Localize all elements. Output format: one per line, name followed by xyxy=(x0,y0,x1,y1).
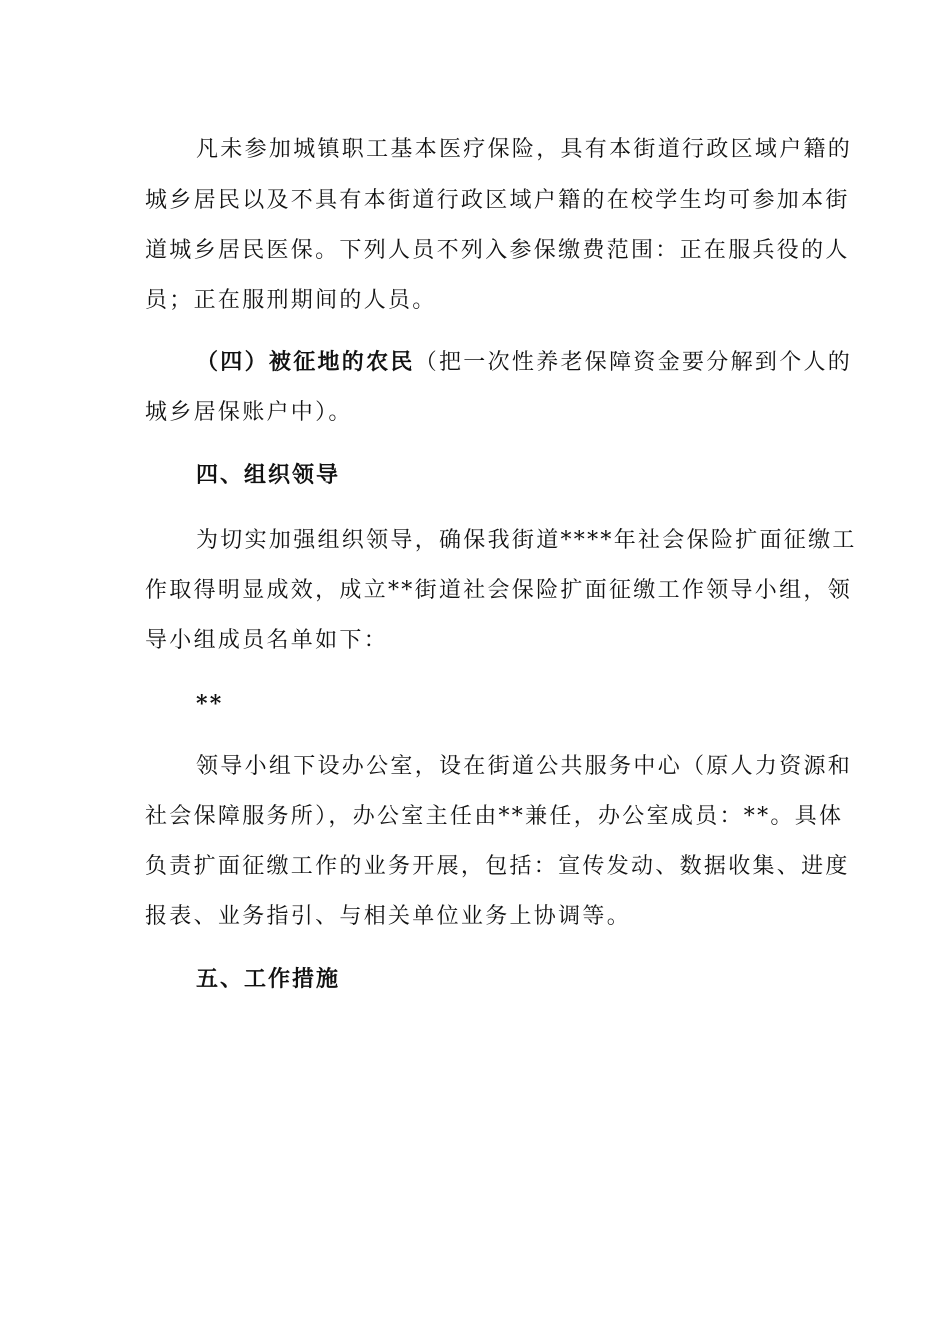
office-paragraph-line-3: 负责扩面征缴工作的业务开展，包括：宣传发动、数据收集、进度 xyxy=(145,854,850,879)
member-list-placeholder: ** xyxy=(196,691,224,717)
section4-paragraph-line-1: 为切实加强组织领导，确保我街道****年社会保险扩面征缴工 xyxy=(196,528,857,553)
section5-heading: 五、工作措施 xyxy=(196,966,341,992)
paragraph2-bold-lead: （四）被征地的农民 xyxy=(196,349,415,375)
office-paragraph-line-4: 报表、业务指引、与相关单位业务上协调等。 xyxy=(145,904,632,929)
paragraph1-line-3: 道城乡居民医保。下列人员不列入参保缴费范围：正在服兵役的人 xyxy=(145,238,850,263)
section4-paragraph-line-3: 导小组成员名单如下： xyxy=(145,628,389,653)
paragraph2-line-2: 城乡居保账户中）。 xyxy=(145,400,353,425)
section4-paragraph-line-2: 作取得明显成效，成立**街道社会保险扩面征缴工作领导小组，领 xyxy=(145,578,853,603)
paragraph1-line-4: 员；正在服刑期间的人员。 xyxy=(145,288,437,313)
paragraph2-line-1-rest: （把一次性养老保障资金要分解到个人的 xyxy=(414,350,853,375)
office-paragraph-line-2: 社会保障服务所），办公室主任由**兼任，办公室成员：**。具体 xyxy=(145,804,844,829)
paragraph1-line-2: 城乡居民以及不具有本街道行政区域户籍的在校学生均可参加本街 xyxy=(145,188,850,213)
office-paragraph-line-1: 领导小组下设办公室，设在街道公共服务中心（原人力资源和 xyxy=(196,754,853,779)
section4-heading: 四、组织领导 xyxy=(196,462,341,488)
paragraph2-line-1 xyxy=(196,347,852,378)
paragraph1-line-1: 凡未参加城镇职工基本医疗保险，具有本街道行政区域户籍的 xyxy=(196,137,853,162)
